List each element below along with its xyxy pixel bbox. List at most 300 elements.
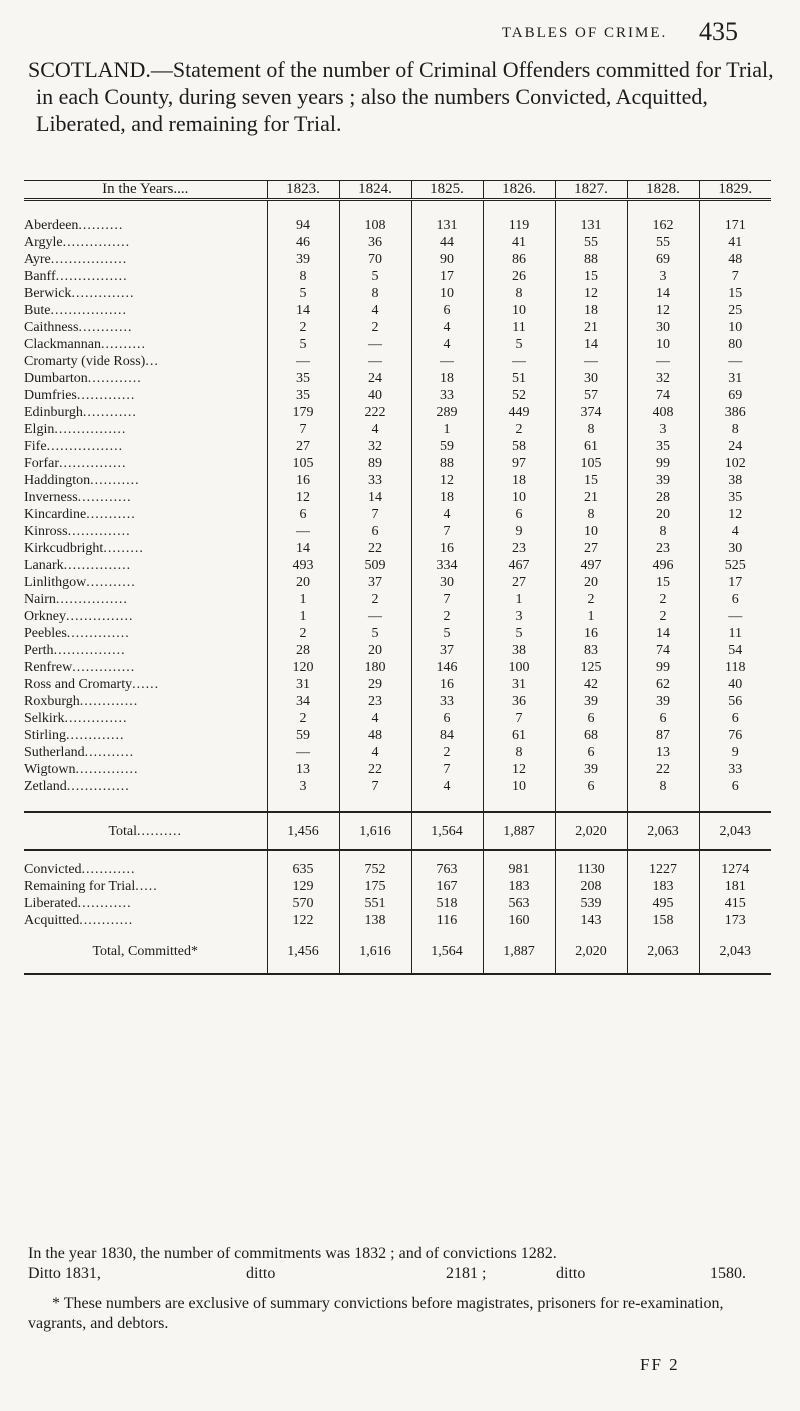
county-name-cell [24,251,267,268]
leader-dots: ............... [66,609,134,624]
count-cell: 37 [339,574,411,591]
running-head [0,14,738,44]
county-name: Linlithgow [24,575,87,590]
count-cell: 24 [339,370,411,387]
count-cell: 29 [339,676,411,693]
count-cell: 4 [411,336,483,353]
count-cell: 18 [483,472,555,489]
leader-dots: ........... [90,473,140,488]
count-cell: 54 [699,642,771,659]
note-1831-ditto: ditto [246,1265,276,1282]
leader-dots: .............. [71,286,135,301]
county-name: Ross and Cromarty [24,677,133,692]
table-row [24,591,771,608]
leader-dots: ............ [77,896,132,911]
count-cell: 40 [339,387,411,404]
page-number: 435 [699,17,738,46]
count-cell: 57 [555,387,627,404]
count-cell: 118 [699,659,771,676]
county-name: Acquitted [24,913,80,928]
count-cell: 48 [339,727,411,744]
count-cell: 84 [411,727,483,744]
leader-dots: ............ [82,405,137,420]
leader-dots: ................ [53,643,126,658]
note-1830: In the year 1830, the number of commitments was 1832 ; and of convictions 1282. [28,1245,557,1262]
table-row [24,929,771,974]
county-name-cell [24,608,267,625]
table-row [24,608,771,625]
count-cell: 15 [699,285,771,302]
count-cell: 12 [699,506,771,523]
count-cell: 183 [627,878,699,895]
leader-dots: ........... [84,745,135,760]
leader-dots: ............... [59,456,127,471]
count-cell: 1227 [627,861,699,878]
count-cell: 20 [627,506,699,523]
county-name: Elgin [24,422,55,437]
county-name: Kirkcudbright [24,541,104,556]
count-cell: 70 [339,251,411,268]
count-cell: 33 [411,693,483,710]
county-name-cell [24,472,267,489]
count-cell: 2 [411,744,483,761]
count-cell: 1,564 [411,812,483,850]
count-cell: 5 [267,285,339,302]
running-head-title: TABLES OF CRIME. [501,25,668,41]
table-row [24,895,771,912]
table-title: SCOTLAND.—Statement of the number of Criminal Offenders committed for Trial, in each County, during seven years ; also the numbers Convicted, Acquitted, Liberated, and remaining for Trial. [28,57,774,136]
count-cell: — [339,336,411,353]
count-cell: 39 [627,472,699,489]
count-cell: 22 [339,540,411,557]
count-cell: 90 [411,251,483,268]
county-name-cell [24,659,267,676]
leader-dots: .............. [67,524,131,539]
count-cell: 39 [627,693,699,710]
count-cell: 2,043 [699,812,771,850]
count-cell: 28 [627,489,699,506]
count-cell: 119 [483,217,555,234]
county-name-cell [24,591,267,608]
table-row [24,489,771,506]
count-cell: 449 [483,404,555,421]
count-cell: 26 [483,268,555,285]
count-cell: 18 [555,302,627,319]
count-cell: 62 [627,676,699,693]
count-cell: 8 [627,778,699,795]
county-name: Wigtown [24,762,76,777]
count-cell: 1,456 [267,812,339,850]
count-cell: 3 [483,608,555,625]
county-name-cell [24,523,267,540]
count-cell: 467 [483,557,555,574]
count-cell: 8 [699,421,771,438]
count-cell: 1,564 [411,929,483,974]
count-cell: 8 [483,744,555,761]
count-cell: 1274 [699,861,771,878]
county-name: Selkirk [24,711,65,726]
count-cell: 38 [699,472,771,489]
count-cell: 4 [339,421,411,438]
count-cell: 88 [411,455,483,472]
count-cell: 12 [555,285,627,302]
count-cell: 4 [699,523,771,540]
leader-dots: ............. [79,694,139,709]
count-cell: 23 [627,540,699,557]
count-cell: 7 [339,778,411,795]
table-row [24,878,771,895]
county-name: Haddington [24,473,91,488]
count-cell: 10 [483,489,555,506]
leader-dots: ................. [46,439,124,454]
leader-dots: ............. [66,728,125,743]
leader-dots: ........... [86,507,136,522]
table-row [24,523,771,540]
count-cell: 97 [483,455,555,472]
table-row [24,302,771,319]
count-cell: 69 [627,251,699,268]
count-cell: 2 [627,591,699,608]
county-name: Aberdeen [24,218,79,233]
table-row [24,710,771,727]
count-cell: 48 [699,251,771,268]
count-cell: — [411,353,483,370]
county-name-cell [24,506,267,523]
count-cell: 41 [483,234,555,251]
count-cell: 1,887 [483,929,555,974]
table-row [24,251,771,268]
count-cell: 5 [411,625,483,642]
count-cell: 12 [483,761,555,778]
count-cell: 89 [339,455,411,472]
count-cell: 80 [699,336,771,353]
count-cell: 334 [411,557,483,574]
count-cell: — [555,353,627,370]
count-cell: — [627,353,699,370]
count-cell: 752 [339,861,411,878]
count-cell: 16 [267,472,339,489]
county-name: Berwick [24,286,72,301]
count-cell: 7 [699,268,771,285]
count-cell: 8 [555,506,627,523]
count-cell: 171 [699,217,771,234]
count-cell: 74 [627,387,699,404]
corner-label: In the Years.... [24,181,267,200]
leader-dots: ............ [79,913,134,928]
count-cell: 5 [267,336,339,353]
leader-dots: ..... [135,879,158,894]
table-row [24,421,771,438]
count-cell: 35 [627,438,699,455]
county-name-cell [24,302,267,319]
county-name: Caithness [24,320,79,335]
county-name: Stirling [24,728,67,743]
county-name: Banff [24,269,56,284]
year-header: 1827. [555,181,627,200]
count-cell: 9 [699,744,771,761]
county-name-cell [24,778,267,795]
count-cell: 6 [483,506,555,523]
count-cell: 4 [339,302,411,319]
count-cell: 173 [699,912,771,929]
count-cell: 518 [411,895,483,912]
count-cell: 7 [411,591,483,608]
count-cell: 32 [627,370,699,387]
county-name: Kinross [24,524,68,539]
count-cell: — [267,353,339,370]
count-cell: 39 [555,693,627,710]
leader-dots: ............. [76,388,136,403]
header-row [24,181,771,200]
count-cell: 10 [627,336,699,353]
table-row [24,319,771,336]
leader-dots: .............. [72,660,136,675]
table-row [24,744,771,761]
count-cell: 4 [411,778,483,795]
table-row [24,455,771,472]
table-row [24,438,771,455]
table-row [24,404,771,421]
county-name: Lanark [24,558,64,573]
count-cell: 17 [411,268,483,285]
count-cell: 20 [267,574,339,591]
county-name-cell [24,812,267,850]
count-cell: 15 [555,472,627,489]
table-row [24,912,771,929]
count-cell: 83 [555,642,627,659]
count-cell: 981 [483,861,555,878]
count-cell: 7 [411,523,483,540]
leader-dots: ................ [54,422,127,437]
count-cell: 30 [627,319,699,336]
note-1831 [28,1264,776,1284]
leader-dots: ................ [55,592,128,607]
count-cell: 415 [699,895,771,912]
count-cell: 22 [627,761,699,778]
summary-section [24,850,771,929]
count-cell: 30 [699,540,771,557]
count-cell: 25 [699,302,771,319]
count-cell: 94 [267,217,339,234]
leader-dots: ................ [55,269,128,284]
count-cell: 13 [267,761,339,778]
count-cell: 2,020 [555,929,627,974]
crime-table [24,180,771,975]
county-name: Edinburgh [24,405,83,420]
year-header: 1823. [267,181,339,200]
count-cell: 183 [483,878,555,895]
count-cell: 6 [411,302,483,319]
year-header: 1826. [483,181,555,200]
county-name-cell [24,727,267,744]
count-cell: 61 [555,438,627,455]
count-cell: 23 [339,693,411,710]
count-cell: 386 [699,404,771,421]
count-cell: 51 [483,370,555,387]
county-name: Inverness [24,490,78,505]
count-cell: 102 [699,455,771,472]
count-cell: 10 [483,302,555,319]
county-name: Remaining for Trial [24,879,136,894]
table-row [24,778,771,795]
count-cell: 8 [339,285,411,302]
county-name: Bute [24,303,51,318]
count-cell: 33 [339,472,411,489]
count-cell: 86 [483,251,555,268]
spacer-row [24,200,771,218]
count-cell: — [267,523,339,540]
footnote: * These numbers are exclusive of summary convictions before magistrates, prisoners for re-examination, vagrants, and debtors. [28,1295,724,1332]
count-cell: 18 [411,370,483,387]
county-name: Fife [24,439,47,454]
count-cell: 4 [339,744,411,761]
count-cell: 38 [483,642,555,659]
county-name-cell [24,744,267,761]
table-row [24,693,771,710]
count-cell: 563 [483,895,555,912]
leader-dots: .............. [66,779,130,794]
count-cell: 61 [483,727,555,744]
count-cell: 6 [699,778,771,795]
count-cell: 17 [699,574,771,591]
count-cell: 5 [339,625,411,642]
count-cell: 6 [699,591,771,608]
count-cell: 16 [411,540,483,557]
table-row [24,472,771,489]
table-row [24,370,771,387]
leader-dots: ............ [78,320,133,335]
count-cell: 2 [555,591,627,608]
county-name-cell [24,438,267,455]
count-cell: 7 [267,421,339,438]
county-name: Liberated [24,896,78,911]
county-name-cell [24,878,267,895]
count-cell: 509 [339,557,411,574]
count-cell: 15 [555,268,627,285]
count-cell: 20 [339,642,411,659]
count-cell: 88 [555,251,627,268]
count-cell: 175 [339,878,411,895]
count-cell: 9 [483,523,555,540]
year-header: 1824. [339,181,411,200]
count-cell: 37 [411,642,483,659]
count-cell: 13 [627,744,699,761]
table-row [24,676,771,693]
table-row [24,727,771,744]
count-cell: 2 [483,421,555,438]
count-cell: 131 [411,217,483,234]
count-cell: 289 [411,404,483,421]
count-cell: 32 [339,438,411,455]
county-name-cell [24,353,267,370]
count-cell: 495 [627,895,699,912]
table-row [24,234,771,251]
count-cell: 551 [339,895,411,912]
year-header: 1825. [411,181,483,200]
count-cell: — [699,608,771,625]
count-cell: 408 [627,404,699,421]
county-name: Forfar [24,456,59,471]
count-cell: 10 [555,523,627,540]
count-cell: 7 [411,761,483,778]
count-cell: 16 [411,676,483,693]
count-cell: 5 [483,625,555,642]
count-cell: 55 [627,234,699,251]
count-cell: 31 [267,676,339,693]
county-name: Argyle [24,235,63,250]
count-cell: 11 [699,625,771,642]
count-cell: 16 [555,625,627,642]
count-cell: 12 [267,489,339,506]
leader-dots: .............. [64,711,128,726]
count-cell: 146 [411,659,483,676]
table-row [24,557,771,574]
county-name: Cromarty (vide Ross) [24,354,146,369]
leader-dots: ............ [77,490,132,505]
count-cell: 15 [627,574,699,591]
count-cell: 4 [411,506,483,523]
count-cell: 1 [411,421,483,438]
count-cell: 69 [699,387,771,404]
count-cell: 33 [699,761,771,778]
leader-dots: .......... [137,823,183,839]
count-cell: 22 [339,761,411,778]
count-cell: 7 [483,710,555,727]
count-cell: 68 [555,727,627,744]
county-name-cell [24,929,267,974]
county-name: Renfrew [24,660,73,675]
count-cell: 59 [411,438,483,455]
count-cell: 108 [339,217,411,234]
county-name-cell [24,895,267,912]
count-cell: 18 [411,489,483,506]
count-cell: 122 [267,912,339,929]
county-name-cell [24,676,267,693]
count-cell: 31 [483,676,555,693]
count-cell: 8 [267,268,339,285]
table-row [24,353,771,370]
count-cell: 635 [267,861,339,878]
county-name: Total [108,823,138,839]
count-cell: 10 [483,778,555,795]
table-row [24,268,771,285]
county-name: Perth [24,643,54,658]
table-row [24,812,771,850]
count-cell: 55 [555,234,627,251]
count-cell: 5 [483,336,555,353]
county-name-cell [24,285,267,302]
table-row [24,387,771,404]
table-row [24,540,771,557]
county-name-cell [24,268,267,285]
county-name-cell [24,319,267,336]
count-cell: 27 [483,574,555,591]
count-cell: 3 [627,421,699,438]
count-cell: 2 [267,319,339,336]
count-cell: 6 [339,523,411,540]
county-name: Kincardine [24,507,87,522]
note-1831-ditto-2: ditto [556,1265,586,1282]
count-cell: 2 [627,608,699,625]
county-name-cell [24,234,267,251]
table-row [24,285,771,302]
table-row [24,642,771,659]
count-cell: 160 [483,912,555,929]
grand-total-section [24,929,771,974]
count-cell: 105 [267,455,339,472]
count-cell: 76 [699,727,771,744]
count-cell: 493 [267,557,339,574]
